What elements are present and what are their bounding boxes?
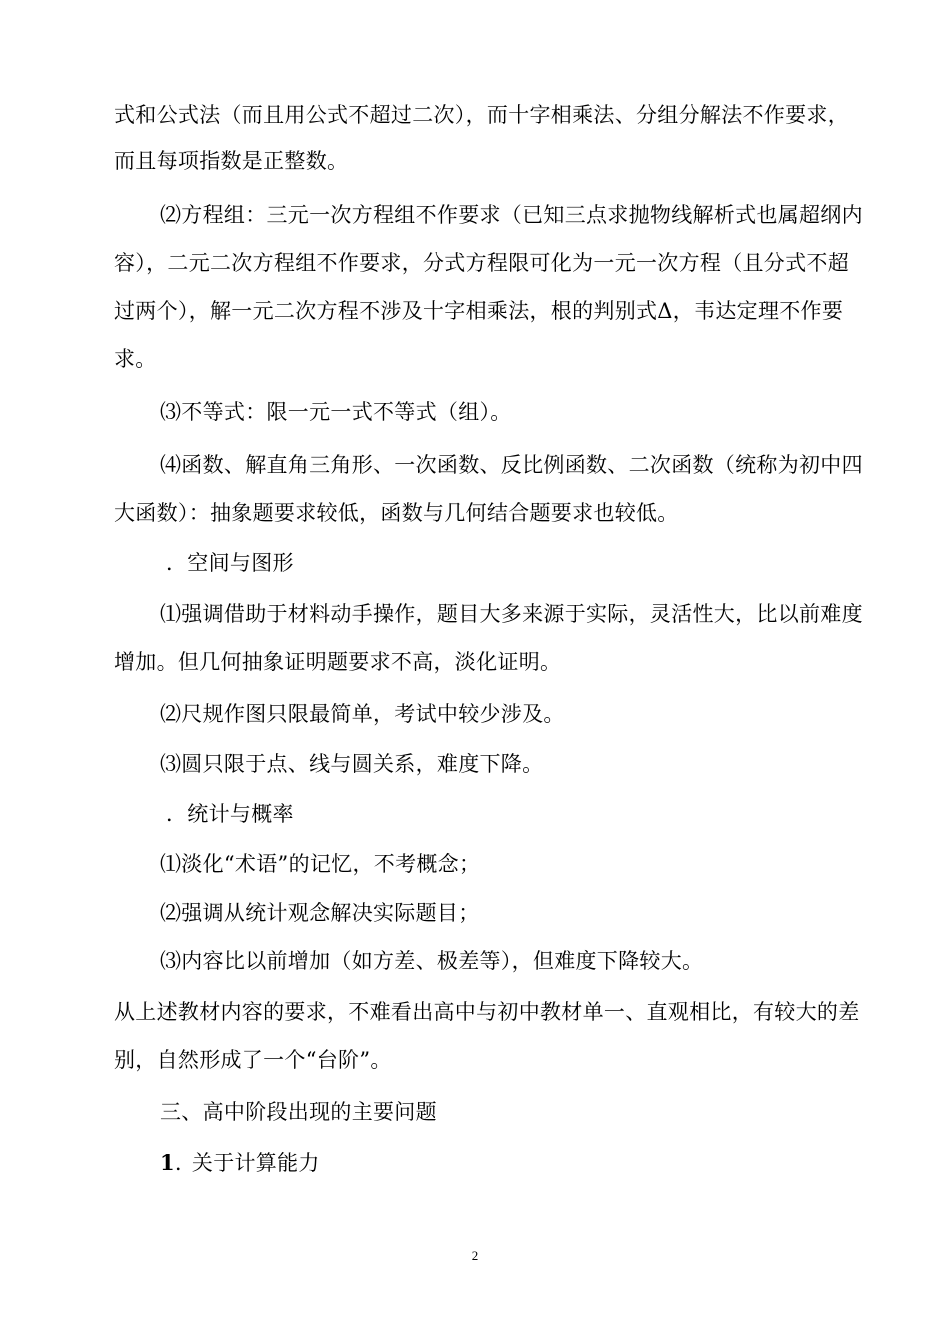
- paragraph-line-19: 从上述教材内容的要求，不难看出高中与初中教材单一、直观相比，有较大的差: [114, 1000, 860, 1024]
- chapter-heading-three: 三、高中阶段出现的主要问题: [160, 1100, 437, 1124]
- page-number: 2: [471, 1248, 479, 1263]
- paragraph-line-2: 而且每项指数是正整数。: [114, 149, 349, 173]
- paragraph-line-18: ⑶内容比以前增加（如方差、极差等），但难度下降较大。: [160, 949, 704, 973]
- paragraph-line-11: ⑴强调借助于材料动手操作，题目大多来源于实际，灵活性大，比以前难度: [160, 602, 863, 626]
- paragraph-line-12: 增加。但几何抽象证明题要求不高，淡化证明。: [114, 650, 562, 674]
- paragraph-line-5: 过两个），解一元二次方程不涉及十字相乘法，根的判别式Δ，韦达定理不作要: [114, 299, 844, 323]
- paragraph-line-20: 别，自然形成了一个“台阶”。: [114, 1048, 392, 1072]
- paragraph-line-3: ⑵方程组：三元一次方程组不作要求（已知三点求抛物线解析式也属超纲内: [160, 203, 863, 227]
- subsection-heading-calculation: [160, 1149, 320, 1177]
- paragraph-line-9: 大函数）：抽象题要求较低，函数与几何结合题要求也较低。: [114, 501, 679, 525]
- paragraph-line-13: ⑵尺规作图只限最简单，考试中较少涉及。: [160, 702, 565, 726]
- paragraph-line-8: ⑷函数、解直角三角形、一次函数、反比例函数、二次函数（统称为初中四: [160, 453, 863, 477]
- paragraph-line-16: ⑴淡化“术语”的记忆，不考概念；: [160, 852, 481, 876]
- paragraph-line-14: ⑶圆只限于点、线与圆关系，难度下降。: [160, 752, 544, 776]
- heading-number: 1: [160, 1150, 175, 1175]
- heading-separator: .: [174, 1151, 182, 1175]
- paragraph-line-17: ⑵强调从统计观念解决实际题目；: [160, 901, 480, 925]
- section-heading-space-shape: ．空间与图形: [166, 551, 294, 575]
- paragraph-line-6: 求。: [114, 347, 157, 371]
- paragraph-line-4: 容），二元二次方程组不作要求，分式方程限可化为一元一次方程（且分式不超: [114, 251, 849, 275]
- heading-text: 关于计算能力: [191, 1151, 320, 1175]
- section-heading-statistics: ．统计与概率: [166, 802, 294, 826]
- paragraph-line-7: ⑶不等式：限一元一式不等式（组）。: [160, 400, 512, 424]
- paragraph-line-1: 式和公式法（而且用公式不超过二次），而十字相乘法、分组分解法不作要求，: [114, 103, 849, 127]
